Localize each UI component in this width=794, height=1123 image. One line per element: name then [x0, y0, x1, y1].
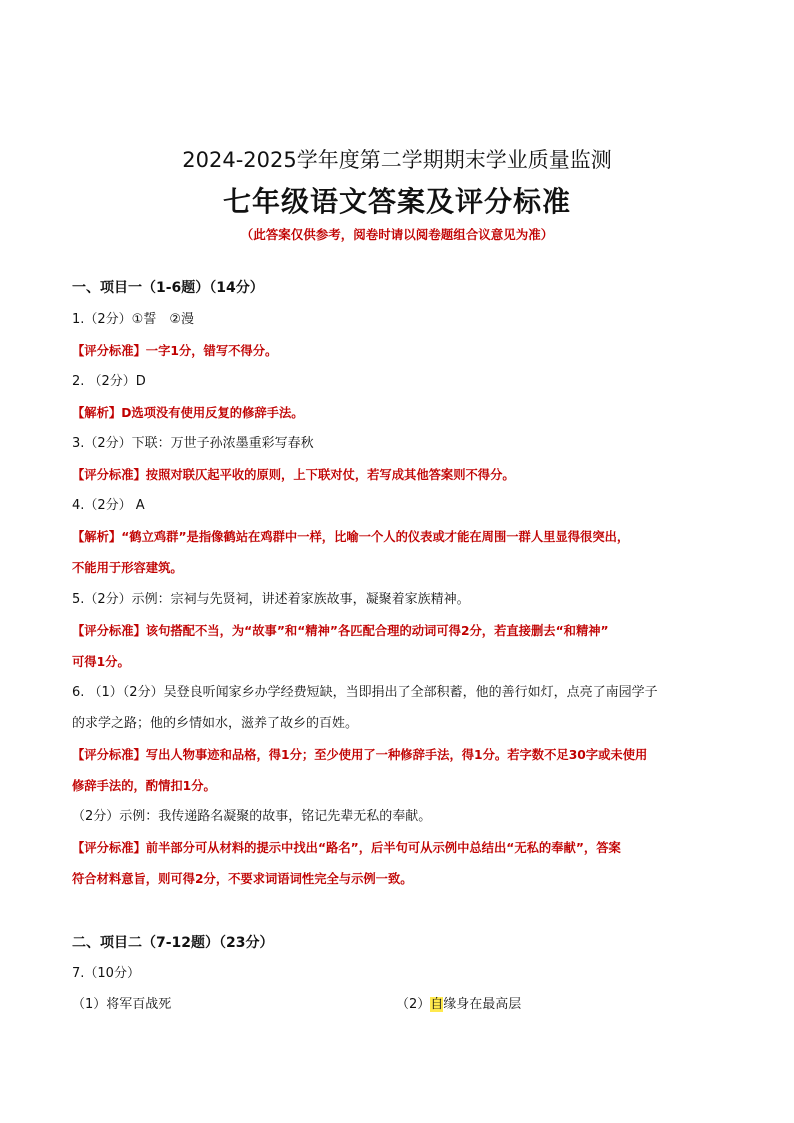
answer-line: 4.（2分） A — [72, 498, 145, 513]
grading-criteria-continued: 符合材料意旨，则可得2分，不要求词语词性完全与示例一致。 — [72, 872, 413, 886]
analysis-note-continued: 不能用于形容建筑。 — [72, 561, 183, 575]
grading-criteria: 【评分标准】该句搭配不当，为“故事”和“精神”各匹配合理的动词可得2分，若直接删去“和精神” — [72, 624, 609, 638]
answer-line: 1.（2分）①誓 ②漫 — [72, 312, 194, 327]
grading-criteria: 【评分标准】一字1分，错写不得分。 — [72, 344, 278, 358]
answer-line: 3.（2分）下联：万世子孙浓墨重彩写春秋 — [72, 436, 314, 451]
grading-criteria-continued: 修辞手法的，酌情扣1分。 — [72, 779, 216, 793]
answer-line: 6. （1）（2分）吴登良听闻家乡办学经费短缺，当即捐出了全部积蓄，他的善行如灯，点亮了南园学子 — [72, 685, 658, 700]
highlighted-character: 自 — [430, 997, 444, 1012]
section-2-heading: 二、项目二（7-12题）（23分） — [72, 935, 274, 951]
document-title: 七年级语文答案及评分标准 — [222, 185, 571, 218]
exam-title: 2024-2025学年度第二学期期末学业质量监测 — [182, 148, 612, 172]
section-1-heading: 一、项目一（1-6题）（14分） — [72, 280, 264, 296]
answer-line-continued: 的求学之路；他的乡情如水，滋养了故乡的百姓。 — [72, 716, 359, 731]
answer-line: 2. （2分）D — [72, 374, 146, 389]
answer-text: 缘身在最高层 — [443, 997, 522, 1012]
grading-criteria: 【评分标准】按照对联仄起平收的原则，上下联对仗，若写成其他答案则不得分。 — [72, 468, 515, 482]
grading-criteria: 【评分标准】前半部分可从材料的提示中找出“路名”，后半句可从示例中总结出“无私的奉献”，答案 — [72, 841, 621, 855]
answer-line: 7.（10分） — [72, 966, 140, 981]
analysis-note: 【解析】D选项没有使用反复的修辞手法。 — [72, 406, 304, 420]
grading-criteria-continued: 可得1分。 — [72, 655, 130, 669]
grading-criteria: 【评分标准】写出人物事迹和品格，得1分；至少使用了一种修辞手法，得1分。若字数不足30字或未使用 — [72, 748, 648, 762]
answer-number: （2） — [396, 997, 431, 1012]
analysis-note: 【解析】“鹤立鸡群”是指像鹤站在鸡群中一样，比喻一个人的仪表或才能在周围一群人里显得很突出， — [72, 530, 630, 544]
answer-line: （1）将军百战死 — [72, 997, 172, 1012]
reference-note: （此答案仅供参考，阅卷时请以阅卷题组合议意见为准） — [240, 227, 554, 242]
answer-line: （2分）示例：我传递路名凝聚的故事，铭记先辈无私的奉献。 — [72, 809, 432, 824]
answer-line: 5.（2分）示例：宗祠与先贤祠，讲述着家族故事，凝聚着家族精神。 — [72, 592, 470, 607]
answer-line — [396, 995, 696, 1015]
